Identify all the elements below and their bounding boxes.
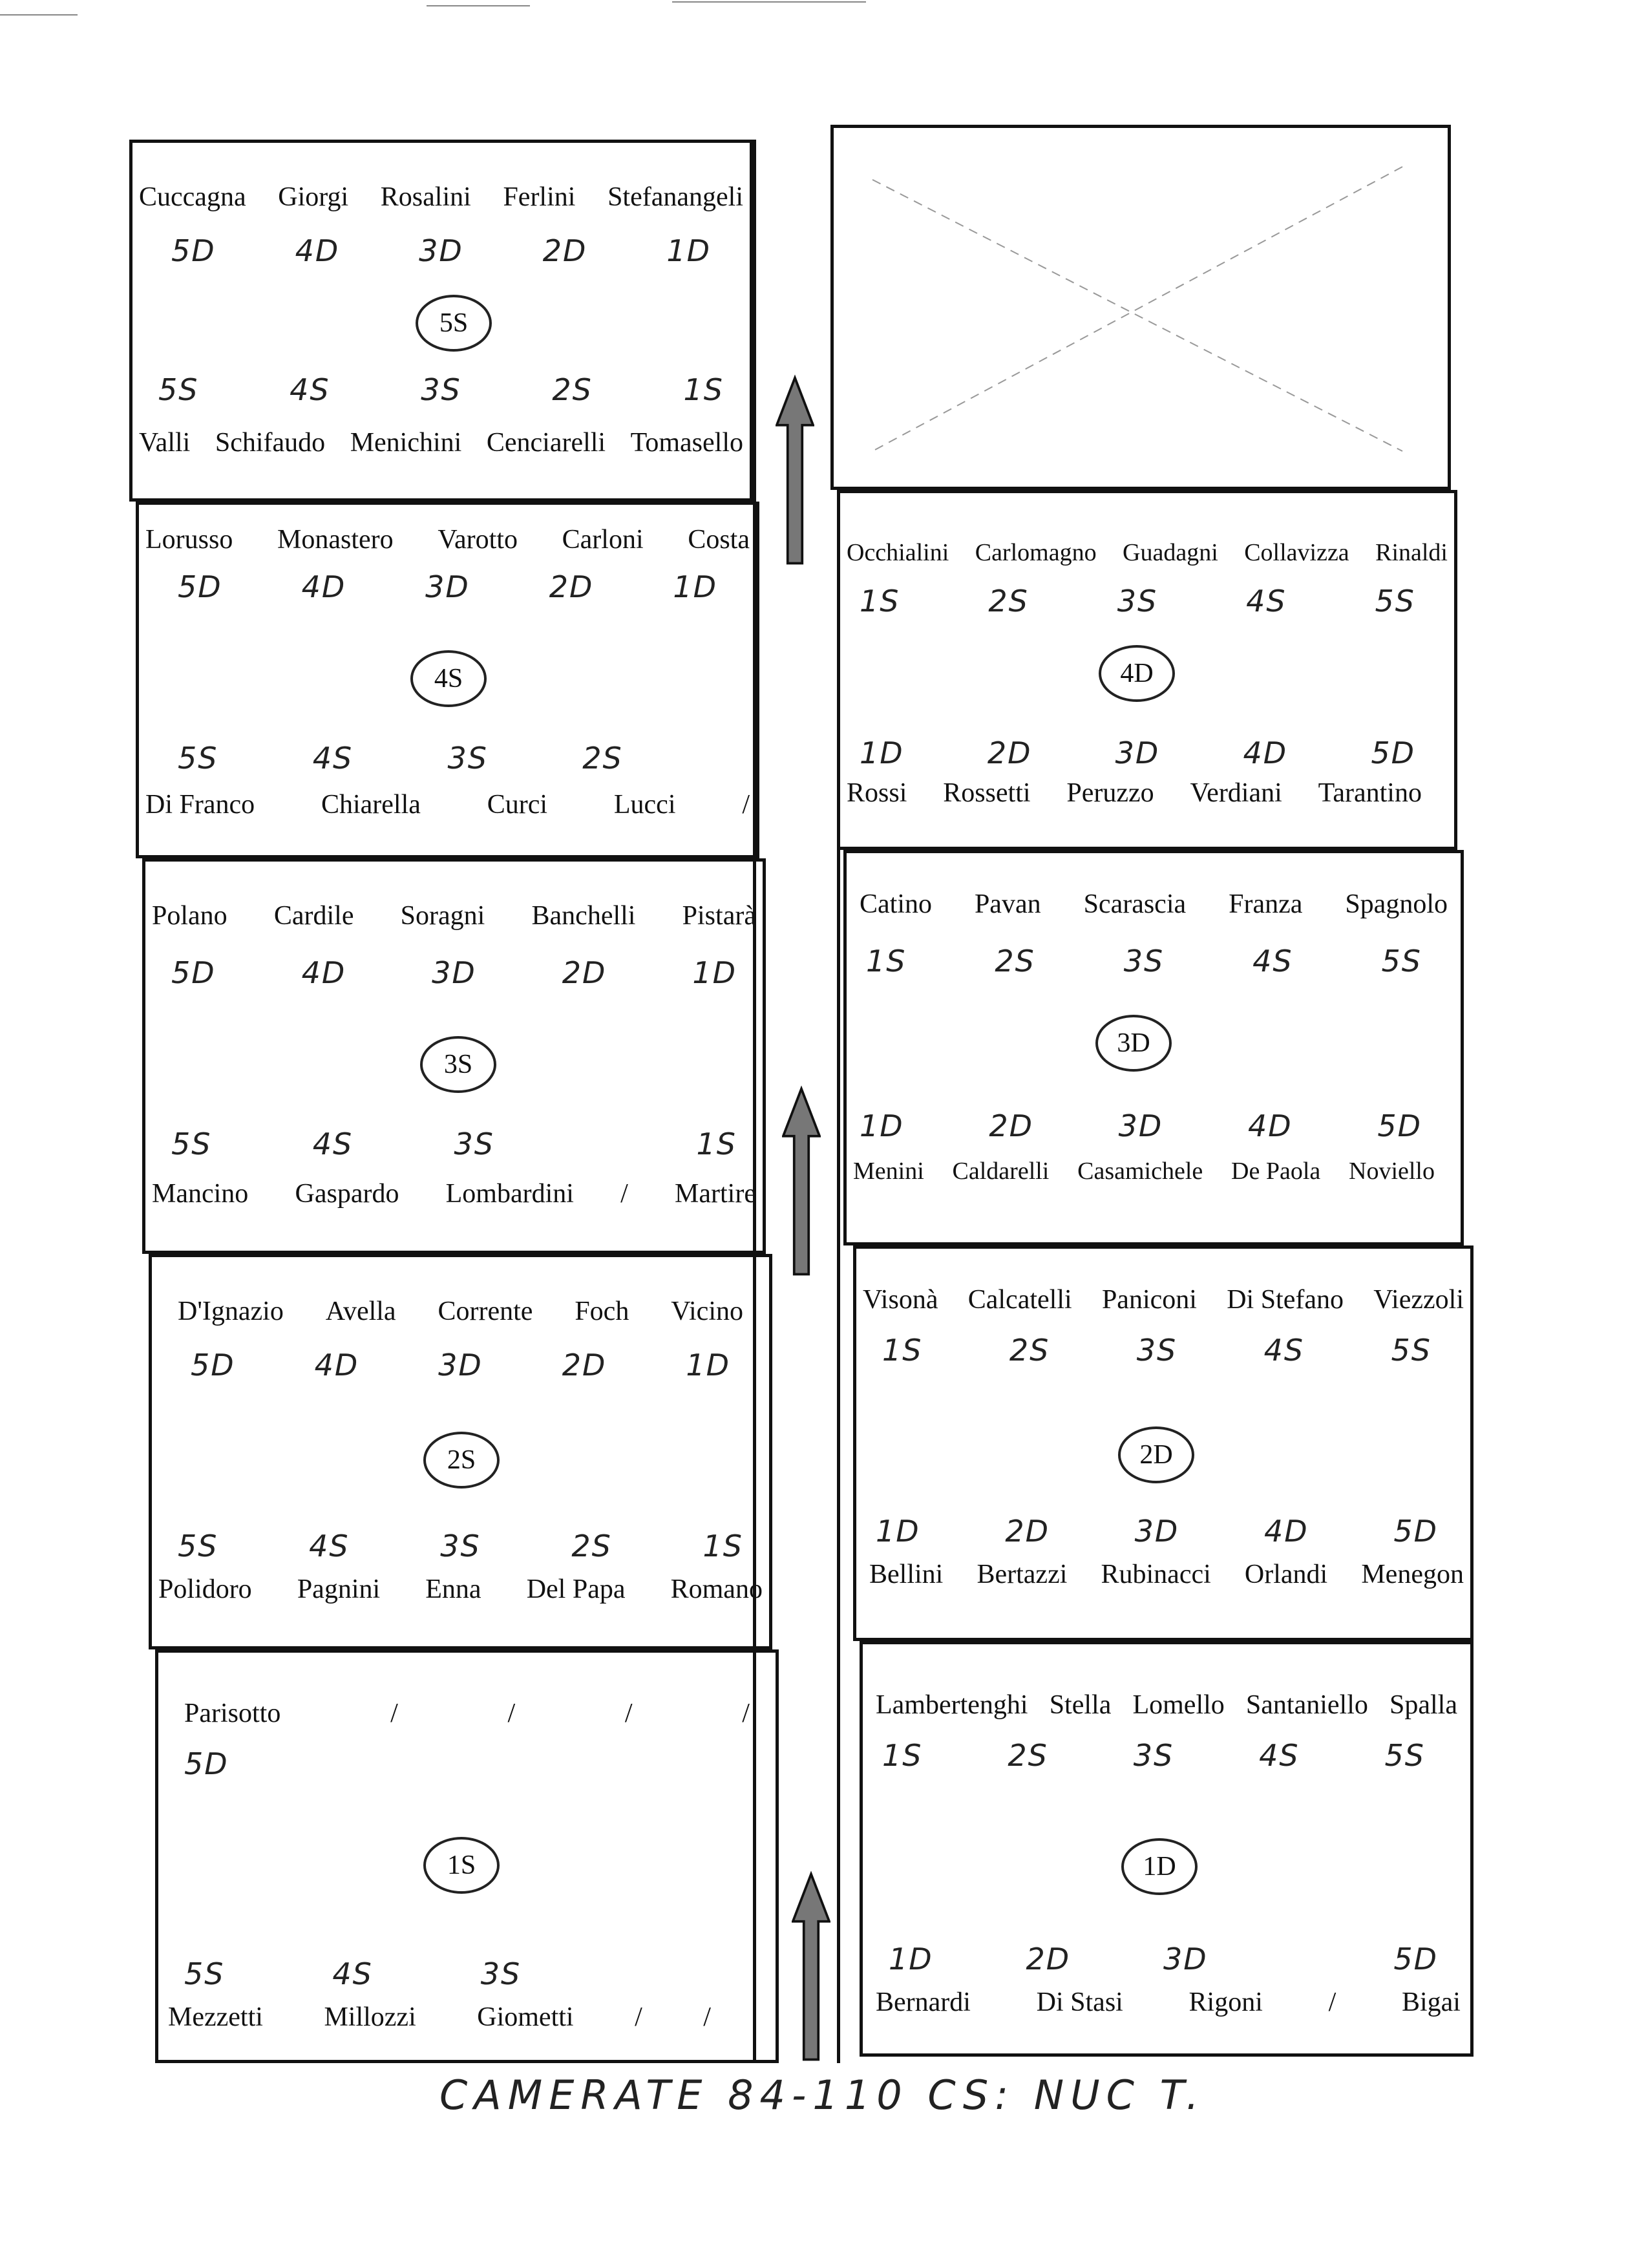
student-name: Giometti bbox=[477, 2002, 574, 2032]
handwritten-code: 1D bbox=[666, 233, 711, 268]
student-name: Gaspardo bbox=[295, 1179, 399, 1209]
handwritten-code: 2D bbox=[989, 1108, 1034, 1143]
handwritten-code: 1D bbox=[889, 1942, 933, 1977]
student-name: Catino bbox=[860, 889, 932, 919]
handwritten-code: 4D bbox=[1263, 1514, 1309, 1549]
handwritten-code: 2D bbox=[1026, 1942, 1071, 1977]
handwritten-code: 3S bbox=[440, 1529, 481, 1563]
student-name: Millozzi bbox=[324, 2002, 416, 2032]
handwritten-code: 1D bbox=[692, 955, 737, 990]
aisle-arrow-icon bbox=[782, 1081, 821, 1282]
handwritten-code: 2S bbox=[552, 372, 593, 407]
student-name: Mezzetti bbox=[168, 2002, 263, 2032]
student-name: Spagnolo bbox=[1345, 889, 1448, 919]
student-name: Franza bbox=[1229, 889, 1303, 919]
handwritten-code: 5D bbox=[1393, 1514, 1438, 1549]
handwritten-code: 3S bbox=[480, 1956, 522, 1991]
student-name: Collavizza bbox=[1244, 539, 1349, 566]
student-name: Di Franco bbox=[145, 790, 255, 820]
student-name: Martire bbox=[675, 1179, 756, 1209]
room-1S bbox=[155, 1649, 779, 2063]
handwritten-code: 4S bbox=[290, 372, 330, 407]
student-name: Rossi bbox=[847, 778, 907, 808]
empty-seat: / bbox=[703, 2002, 711, 2032]
student-name: Bertazzi bbox=[977, 1560, 1068, 1589]
student-name: Pagnini bbox=[297, 1574, 381, 1604]
student-name: Lorusso bbox=[145, 525, 233, 555]
handwritten-code: 3S bbox=[421, 372, 461, 407]
student-name: Rossetti bbox=[943, 778, 1031, 808]
student-name: Varotto bbox=[438, 525, 518, 555]
student-name: Vicino bbox=[671, 1297, 743, 1326]
room-badge: 1S bbox=[423, 1837, 500, 1894]
handwritten-code: 5D bbox=[178, 569, 222, 604]
handwritten-code: 4S bbox=[312, 741, 354, 776]
empty-seat: / bbox=[507, 1699, 516, 1728]
handwritten-code: 1D bbox=[673, 569, 717, 604]
empty-seat: / bbox=[620, 1179, 628, 1209]
handwritten-code: 4S bbox=[1246, 584, 1287, 619]
student-name: Corrente bbox=[438, 1297, 533, 1326]
student-name: Paniconi bbox=[1101, 1285, 1197, 1315]
student-name: Viezzoli bbox=[1373, 1285, 1464, 1315]
student-name: Tarantino bbox=[1318, 778, 1422, 808]
student-name: De Paola bbox=[1231, 1158, 1321, 1185]
empty-seat: / bbox=[390, 1699, 398, 1728]
room-4S bbox=[136, 502, 759, 858]
student-name: Lomello bbox=[1132, 1690, 1225, 1720]
student-name: Di Stefano bbox=[1227, 1285, 1344, 1315]
student-name: Occhialini bbox=[847, 539, 949, 566]
room-badge: 5S bbox=[416, 295, 492, 352]
handwritten-code: 3D bbox=[1115, 736, 1160, 770]
handwritten-code: 5D bbox=[171, 955, 216, 990]
student-name: Ferlini bbox=[503, 182, 576, 212]
student-name: Menegon bbox=[1361, 1560, 1464, 1589]
student-name: Lucci bbox=[613, 790, 676, 820]
student-name: Soragni bbox=[400, 901, 485, 931]
handwritten-code: 4D bbox=[1247, 1108, 1293, 1143]
student-name: Peruzzo bbox=[1066, 778, 1154, 808]
handwritten-code: 2S bbox=[571, 1529, 612, 1563]
handwritten-code: 5S bbox=[1391, 1333, 1431, 1368]
student-name: Schifaudo bbox=[215, 428, 326, 458]
handwritten-code: 4D bbox=[295, 233, 340, 268]
handwritten-code: 2D bbox=[1005, 1514, 1050, 1549]
student-name: Avella bbox=[325, 1297, 396, 1326]
handwritten-code: 5S bbox=[158, 372, 199, 407]
room-badge: 3S bbox=[420, 1036, 496, 1093]
scan-mark bbox=[427, 5, 530, 6]
student-name: Bernardi bbox=[876, 1987, 971, 2017]
student-name: Caldarelli bbox=[952, 1158, 1050, 1185]
handwritten-code: 1D bbox=[860, 736, 904, 770]
student-name: Rubinacci bbox=[1101, 1560, 1211, 1589]
handwritten-code: 4S bbox=[332, 1956, 373, 1991]
handwritten-code: 2S bbox=[995, 944, 1035, 979]
student-name: Rigoni bbox=[1188, 1987, 1263, 2017]
handwritten-code: 2D bbox=[542, 233, 587, 268]
handwritten-code: 5S bbox=[178, 1529, 218, 1563]
student-name: D'Ignazio bbox=[178, 1297, 284, 1326]
handwritten-code: 3D bbox=[425, 569, 470, 604]
student-name: Carlomagno bbox=[975, 539, 1097, 566]
student-name: Lombardini bbox=[445, 1179, 574, 1209]
student-name: Bellini bbox=[869, 1560, 944, 1589]
student-name: Menini bbox=[853, 1158, 924, 1185]
room-badge: 2S bbox=[423, 1432, 500, 1489]
handwritten-code: 3D bbox=[438, 1348, 483, 1383]
student-name: Costa bbox=[688, 525, 750, 555]
handwritten-code: 5D bbox=[171, 233, 216, 268]
empty-area bbox=[830, 125, 1451, 490]
handwritten-code: 5D bbox=[184, 1746, 229, 1781]
room-2D bbox=[853, 1245, 1474, 1641]
handwritten-code: 3S bbox=[454, 1127, 494, 1161]
student-name: Polidoro bbox=[158, 1574, 252, 1604]
handwritten-code: 1D bbox=[876, 1514, 920, 1549]
student-name: Scarascia bbox=[1083, 889, 1187, 919]
handwritten-code: 3D bbox=[1134, 1514, 1179, 1549]
student-name: Romano bbox=[670, 1574, 763, 1604]
student-name: Di Stasi bbox=[1036, 1987, 1123, 2017]
handwritten-code: 4S bbox=[1259, 1738, 1300, 1773]
room-badge: 1D bbox=[1121, 1838, 1198, 1895]
handwritten-code: 5D bbox=[1393, 1942, 1438, 1977]
room-3D bbox=[843, 850, 1464, 1245]
handwritten-code: 4S bbox=[312, 1127, 354, 1161]
handwritten-code: 1S bbox=[703, 1529, 743, 1563]
empty-seat: / bbox=[742, 1699, 750, 1728]
room-4D bbox=[837, 490, 1457, 850]
handwritten-code: 1S bbox=[860, 584, 900, 619]
student-name: Polano bbox=[152, 901, 227, 931]
student-name: Visonà bbox=[863, 1285, 938, 1315]
handwritten-code: 2D bbox=[549, 569, 594, 604]
handwritten-code: 5S bbox=[178, 741, 218, 776]
handwritten-code: 5S bbox=[171, 1127, 212, 1161]
handwritten-code: 5S bbox=[1381, 944, 1422, 979]
student-name: Menichini bbox=[350, 428, 462, 458]
handwritten-code: 2S bbox=[1008, 1738, 1048, 1773]
handwritten-code: 3D bbox=[1163, 1942, 1208, 1977]
scan-mark bbox=[672, 1, 866, 3]
handwritten-code: 4S bbox=[1252, 944, 1293, 979]
student-name: Banchelli bbox=[531, 901, 636, 931]
handwritten-code: 5S bbox=[184, 1956, 225, 1991]
handwritten-code: 1S bbox=[683, 372, 724, 407]
handwritten-code: 5D bbox=[1371, 736, 1415, 770]
student-name: Spalla bbox=[1389, 1690, 1457, 1720]
room-1D bbox=[860, 1641, 1474, 2057]
student-name: Cuccagna bbox=[139, 182, 246, 212]
student-name: Carloni bbox=[562, 525, 644, 555]
handwritten-code: 2S bbox=[1009, 1333, 1050, 1368]
student-name: Del Papa bbox=[526, 1574, 626, 1604]
student-name: Orlandi bbox=[1244, 1560, 1328, 1589]
handwritten-code: 2D bbox=[562, 1348, 607, 1383]
handwritten-code: 2D bbox=[987, 736, 1032, 770]
handwritten-code: 5S bbox=[1384, 1738, 1425, 1773]
handwritten-code: 2D bbox=[562, 955, 607, 990]
handwritten-code: 3D bbox=[432, 955, 476, 990]
room-badge: 4D bbox=[1099, 645, 1175, 702]
student-name: Giorgi bbox=[278, 182, 349, 212]
student-name: Chiarella bbox=[321, 790, 421, 820]
empty-seat: / bbox=[635, 2002, 642, 2032]
room-5S bbox=[129, 140, 753, 502]
student-name: Parisotto bbox=[184, 1699, 281, 1728]
handwritten-code: 1D bbox=[686, 1348, 730, 1383]
student-name: Cardile bbox=[273, 901, 354, 931]
student-name: Stefanangeli bbox=[607, 182, 743, 212]
student-name: Calcatelli bbox=[967, 1285, 1072, 1315]
handwritten-code: 1S bbox=[696, 1127, 737, 1161]
handwritten-code: 2S bbox=[582, 741, 623, 776]
handwritten-footer: CAMERATE 84-110 CS: NUC T. bbox=[439, 2072, 1205, 2119]
student-name: Monastero bbox=[277, 525, 394, 555]
aisle-arrow-icon bbox=[792, 1867, 830, 2067]
student-name: Cenciarelli bbox=[486, 428, 606, 458]
student-name: Bigai bbox=[1401, 1987, 1461, 2017]
handwritten-code: 1S bbox=[882, 1333, 923, 1368]
handwritten-code: 4D bbox=[1243, 736, 1288, 770]
student-name: Curci bbox=[487, 790, 548, 820]
room-badge: 3D bbox=[1095, 1015, 1172, 1072]
student-name: Stella bbox=[1049, 1690, 1112, 1720]
student-name: Valli bbox=[139, 428, 191, 458]
handwritten-code: 4S bbox=[1263, 1333, 1305, 1368]
handwritten-code: 3D bbox=[1118, 1108, 1163, 1143]
handwritten-code: 2S bbox=[988, 584, 1029, 619]
handwritten-code: 1S bbox=[882, 1738, 923, 1773]
student-name: Guadagni bbox=[1123, 539, 1218, 566]
student-name: Pavan bbox=[974, 889, 1041, 919]
handwritten-code: 3S bbox=[1133, 1738, 1174, 1773]
student-name: Rinaldi bbox=[1375, 539, 1448, 566]
handwritten-code: 5D bbox=[1377, 1108, 1422, 1143]
handwritten-code: 4D bbox=[301, 569, 346, 604]
student-name: Foch bbox=[575, 1297, 629, 1326]
student-name: Mancino bbox=[152, 1179, 249, 1209]
student-name: Rosalini bbox=[380, 182, 471, 212]
handwritten-code: 3D bbox=[419, 233, 463, 268]
handwritten-code: 5D bbox=[191, 1348, 235, 1383]
student-name: Casamichele bbox=[1077, 1158, 1203, 1185]
scan-mark bbox=[0, 14, 78, 16]
cross-out-icon bbox=[834, 128, 1448, 487]
seating-plan bbox=[129, 122, 1474, 2032]
student-name: Lambertenghi bbox=[876, 1690, 1028, 1720]
empty-seat: / bbox=[742, 790, 750, 820]
handwritten-code: 4S bbox=[309, 1529, 350, 1563]
student-name: Noviello bbox=[1349, 1158, 1435, 1185]
handwritten-code: 3S bbox=[1117, 584, 1158, 619]
handwritten-code: 3S bbox=[447, 741, 488, 776]
student-name: Verdiani bbox=[1190, 778, 1282, 808]
student-name: Enna bbox=[425, 1574, 481, 1604]
handwritten-code: 5S bbox=[1375, 584, 1415, 619]
room-3S bbox=[142, 858, 766, 1254]
empty-seat: / bbox=[1328, 1987, 1336, 2017]
aisle-arrow-icon bbox=[776, 370, 814, 571]
student-name: Pistarà bbox=[682, 901, 756, 931]
empty-seat: / bbox=[624, 1699, 633, 1728]
room-2S bbox=[149, 1254, 772, 1649]
handwritten-code: 1D bbox=[860, 1108, 904, 1143]
handwritten-code: 3S bbox=[1136, 1333, 1178, 1368]
handwritten-code: 1S bbox=[866, 944, 907, 979]
handwritten-code: 4D bbox=[301, 955, 346, 990]
handwritten-code: 4D bbox=[314, 1348, 359, 1383]
room-badge: 4S bbox=[410, 650, 487, 707]
room-badge: 2D bbox=[1118, 1426, 1194, 1483]
student-name: Santaniello bbox=[1245, 1690, 1368, 1720]
handwritten-code: 3S bbox=[1123, 944, 1165, 979]
student-name: Tomasello bbox=[630, 428, 743, 458]
